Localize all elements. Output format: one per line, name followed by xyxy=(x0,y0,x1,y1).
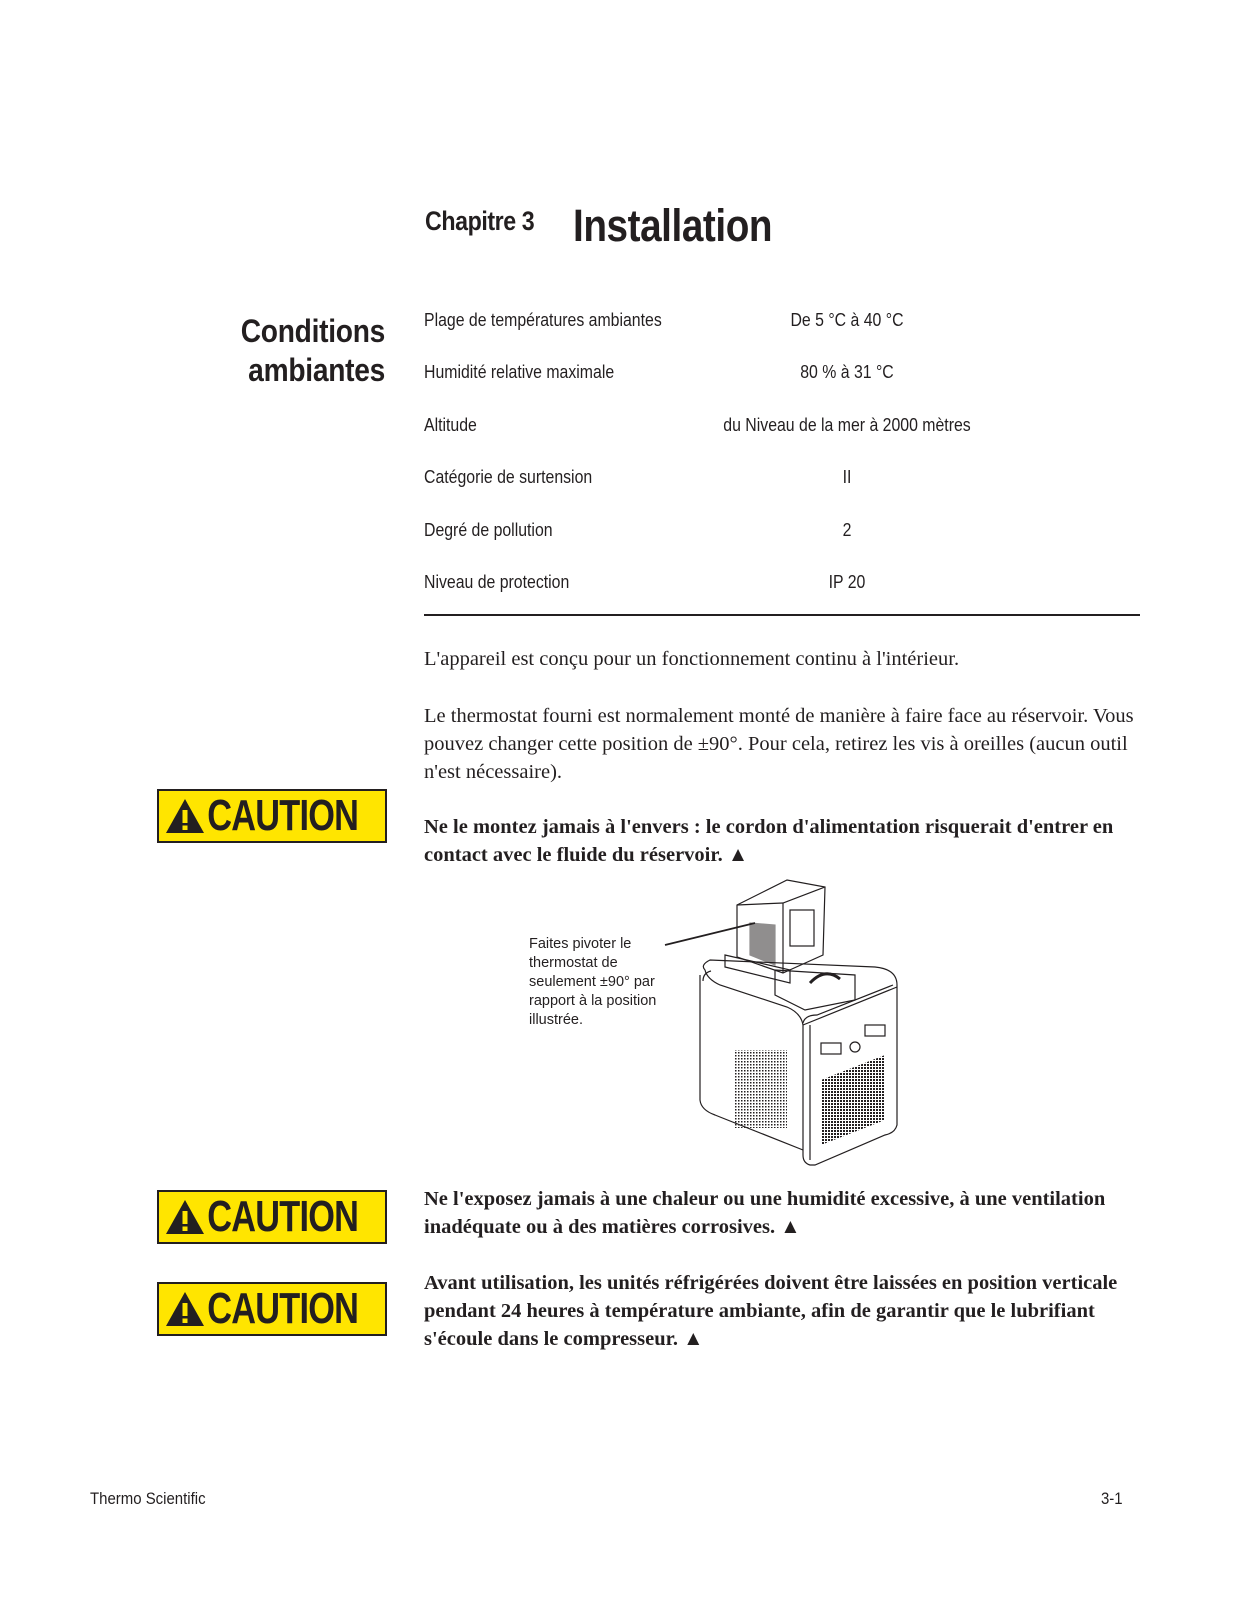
spec-value: 2 xyxy=(842,519,852,540)
section-heading-line2: ambiantes xyxy=(248,352,385,388)
table-row xyxy=(424,510,1140,562)
caution-text-upside-down: Ne le montez jamais à l'envers : le cordon d'alimentation risquerait d'entrer en contact avec le fluide du réservoir. ▲ xyxy=(424,816,1114,866)
spec-label: Catégorie de surtension xyxy=(424,467,593,488)
spec-value: II xyxy=(842,467,852,488)
spec-value: 80 % à 31 °C xyxy=(800,362,894,383)
chapter-heading xyxy=(425,200,773,251)
footer-brand: Thermo Scientific xyxy=(90,1489,206,1508)
chapter-number: Chapitre 3 xyxy=(425,206,535,236)
caution-word: CAUTION xyxy=(207,791,359,840)
chapter-title: Installation xyxy=(573,200,773,251)
figure-callout: Faites pivoter le thermostat de seulement ±90° par rapport à la position illustrée. xyxy=(529,936,657,1028)
table-row xyxy=(424,405,1140,457)
warning-triangle-icon xyxy=(164,797,206,835)
table-row xyxy=(424,562,1140,614)
paragraph-continuous-operation: L'appareil est conçu pour un fonctionnement continu à l'intérieur. xyxy=(424,648,960,670)
spec-label: Humidité relative maximale xyxy=(424,362,615,383)
spec-value: du Niveau de la mer à 2000 mètres xyxy=(723,414,971,435)
warning-triangle-icon xyxy=(164,1290,206,1328)
caution-word: CAUTION xyxy=(207,1284,359,1333)
caution-label xyxy=(157,1282,387,1336)
warning-triangle-icon xyxy=(164,1198,206,1236)
table-row xyxy=(424,352,1140,404)
page-number: 3-1 xyxy=(1101,1489,1123,1508)
spec-label: Altitude xyxy=(424,414,477,435)
caution-word: CAUTION xyxy=(207,1192,359,1241)
paragraph-thermostat-position: Le thermostat fourni est normalement monté de manière à faire face au réservoir. Vous pouvez changer cette position de ±90°. Pour cela, retirez les vis à oreilles (aucun outil n'est nécessaire). xyxy=(424,705,1134,783)
ambient-conditions-table xyxy=(424,300,1140,616)
spec-label: Degré de pollution xyxy=(424,519,553,540)
section-heading xyxy=(241,312,385,390)
caution-label xyxy=(157,1190,387,1244)
spec-value: IP 20 xyxy=(828,571,866,592)
spec-label: Niveau de protection xyxy=(424,571,570,592)
spec-label: Plage de températures ambiantes xyxy=(424,310,662,330)
caution-text-environment: Ne l'exposez jamais à une chaleur ou une humidité excessive, à une ventilation inadéquate ou à des matières corrosives. ▲ xyxy=(424,1188,1106,1238)
table-row xyxy=(424,457,1140,509)
caution-text-refrigerated-units: Avant utilisation, les unités réfrigérées doivent être laissées en position verticale pendant 24 heures à température ambiante, afin de garantir que le lubrifiant s'écoule dans le compresseur. ▲ xyxy=(424,1272,1118,1350)
caution-label xyxy=(157,789,387,843)
table-row xyxy=(424,300,1140,352)
section-heading-line1: Conditions xyxy=(240,313,385,349)
spec-value: De 5 °C à 40 °C xyxy=(790,310,904,330)
